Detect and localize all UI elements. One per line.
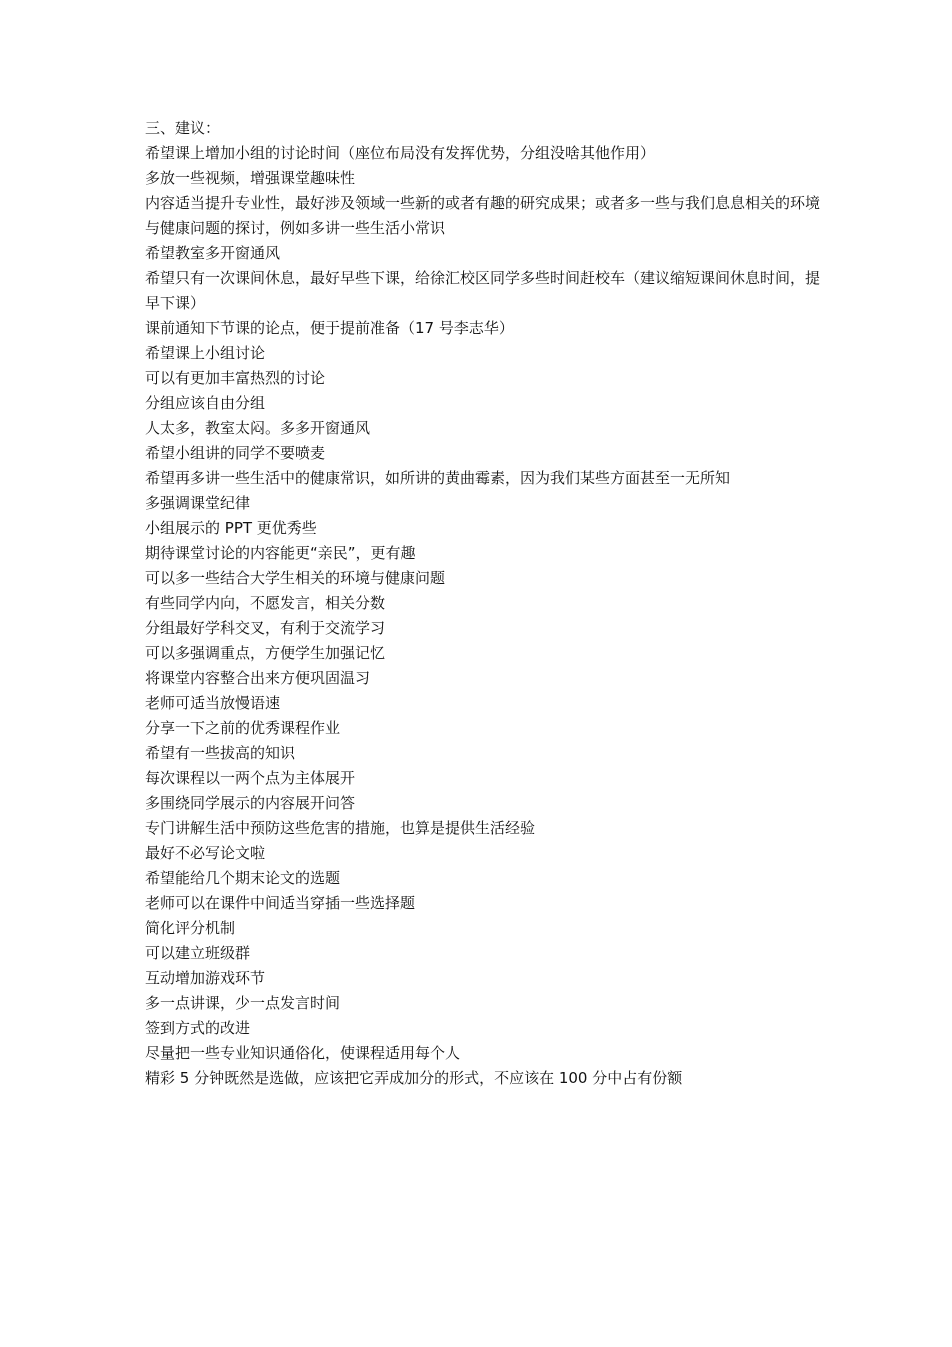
suggestion-item: 希望教室多开窗通风	[145, 244, 281, 262]
suggestion-item: 多强调课堂纪律	[145, 494, 251, 512]
suggestion-item: 希望只有一次课间休息，最好早些下课，给徐汇校区同学多些时间赶校车（建议缩短课间休息时间，提早下课）	[145, 269, 821, 312]
suggestion-item: 签到方式的改进	[145, 1019, 251, 1037]
suggestion-item: 期待课堂讨论的内容能更“亲民”，更有趣	[145, 544, 416, 562]
suggestion-item: 分组应该自由分组	[145, 394, 266, 412]
suggestion-item: 内容适当提升专业性，最好涉及领域一些新的或者有趣的研究成果；或者多一些与我们息息相关的环境与健康问题的探讨，例如多讲一些生活小常识	[145, 194, 821, 237]
suggestion-item: 希望小组讲的同学不要喷麦	[145, 444, 326, 462]
suggestion-item: 互动增加游戏环节	[145, 969, 266, 987]
suggestion-item: 希望课上增加小组的讨论时间（座位布局没有发挥优势，分组没啥其他作用）	[145, 144, 656, 162]
suggestion-item: 精彩 5 分钟既然是选做，应该把它弄成加分的形式，不应该在 100 分中占有份额	[145, 1069, 683, 1087]
suggestion-item: 有些同学内向，不愿发言，相关分数	[145, 594, 386, 612]
suggestion-item: 人太多，教室太闷。多多开窗通风	[145, 419, 371, 437]
suggestion-item: 可以多强调重点，方便学生加强记忆	[145, 644, 386, 662]
suggestion-item: 可以建立班级群	[145, 944, 251, 962]
suggestion-item: 课前通知下节课的论点，便于提前准备（17 号李志华）	[145, 319, 514, 337]
suggestion-item: 多一点讲课，少一点发言时间	[145, 994, 341, 1012]
suggestion-item: 分享一下之前的优秀课程作业	[145, 719, 341, 737]
suggestion-item: 可以有更加丰富热烈的讨论	[145, 369, 326, 387]
suggestion-item: 小组展示的 PPT 更优秀些	[145, 519, 317, 537]
suggestion-item: 最好不必写论文啦	[145, 844, 266, 862]
suggestion-item: 每次课程以一两个点为主体展开	[145, 769, 356, 787]
suggestion-item: 希望再多讲一些生活中的健康常识，如所讲的黄曲霉素，因为我们某些方面甚至一无所知	[145, 469, 731, 487]
suggestion-item: 尽量把一些专业知识通俗化，使课程适用每个人	[145, 1044, 461, 1062]
suggestion-item: 老师可以在课件中间适当穿插一些选择题	[145, 894, 416, 912]
suggestion-item: 将课堂内容整合出来方便巩固温习	[145, 669, 371, 687]
suggestion-item: 可以多一些结合大学生相关的环境与健康问题	[145, 569, 446, 587]
suggestion-item: 专门讲解生活中预防这些危害的措施，也算是提供生活经验	[145, 819, 536, 837]
suggestion-item: 老师可适当放慢语速	[145, 694, 281, 712]
section-heading: 三、建议：	[145, 119, 221, 137]
suggestion-item: 希望有一些拔高的知识	[145, 744, 296, 762]
document-body	[145, 116, 825, 1091]
suggestion-item: 希望能给几个期末论文的选题	[145, 869, 341, 887]
suggestion-item: 分组最好学科交叉，有利于交流学习	[145, 619, 386, 637]
suggestion-item: 简化评分机制	[145, 919, 236, 937]
suggestion-item: 希望课上小组讨论	[145, 344, 266, 362]
suggestion-item: 多放一些视频，增强课堂趣味性	[145, 169, 356, 187]
suggestion-item: 多围绕同学展示的内容展开问答	[145, 794, 356, 812]
